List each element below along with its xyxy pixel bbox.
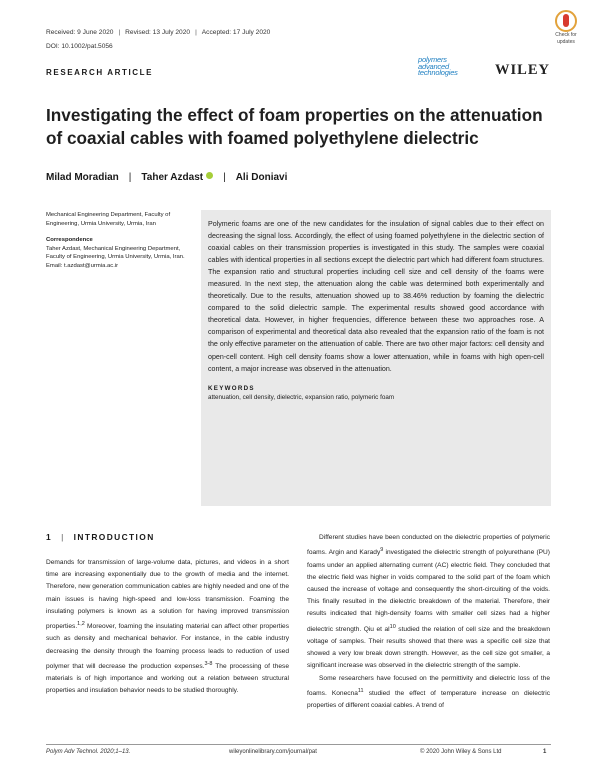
accepted-date: Accepted: 17 July 2020 bbox=[201, 29, 271, 36]
body-column-right bbox=[307, 532, 550, 712]
paragraph-text: Demands for transmission of large-volume data, pictures, and videos in a short time are increasing exponentially due to the growth of media and the internet. Therefore, new generation communication cables are highly needed and one of the main issues is having high-speed and low-loss transmission. Foaming the insulating polymers is known as a solution for having improved transmission properties. bbox=[46, 559, 289, 631]
affiliation-dept: Mechanical Engineering Department, Faculty of Engineering, Urmia University, Urmia, Iran bbox=[46, 212, 171, 227]
journal-logo-line-2: advanced bbox=[418, 61, 449, 71]
author-list: Milad Moradian | Taher Azdast | Ali Doniavi bbox=[46, 172, 288, 183]
keywords-list: attenuation, cell density, dielectric, expansion ratio, polymeric foam bbox=[208, 393, 395, 401]
orcid-icon[interactable] bbox=[206, 172, 213, 179]
citation-ref[interactable]: 10 bbox=[389, 623, 396, 630]
paragraph-text: Some researchers have focused on the permittivity and dielectric loss of the foams. Konecna bbox=[307, 674, 550, 697]
section-title: INTRODUCTION bbox=[73, 532, 155, 542]
footer-citation: Polym Adv Technol. 2020;1–13. bbox=[46, 749, 131, 755]
footer-url[interactable]: wileyonlinelibrary.com/journal/pat bbox=[229, 749, 317, 755]
author-1[interactable]: Milad Moradian bbox=[46, 172, 119, 183]
citation-ref[interactable]: 11 bbox=[357, 687, 364, 694]
article-type: RESEARCH ARTICLE bbox=[46, 68, 154, 77]
abstract-text: Polymeric foams are one of the new candidates for the insulation of signal cables due to their effect on decreasing the signal loss. Accordingly, the effect of using foamed polyethylene in the dielectric section of coaxial cables on their transmission properties is investigated in this study. The samples were coaxial cables with identical properties in all sections except the dielectric part which had different foam structures. The expansion ratio and structural properties including cell size and cell density of the foams were measured. In the next step, the attenuation along the cable was determined both experimentally and theoretically. Due to the results, attenuation showed up to 38.46% reduction by foaming the dielectric compared to the solid dielectric sample. The experimental results showed good accordance with theoretical data. However, in higher frequencies, difference between these two approaches rose. A comparison of experimental and theoretical data also revealed that the expansion ratio of the foam is not the only effective parameter on the attenuation of cable. There are two other major factors: cell density and open-cell content. High cell density foams show a lower attenuation, while in foams with high open-cell content, a major increase was observed in the attenuation. bbox=[208, 220, 544, 373]
author-3[interactable]: Ali Doniavi bbox=[235, 172, 288, 183]
footer-copyright: © 2020 John Wiley & Sons Ltd bbox=[420, 749, 502, 755]
paragraph-text: studied the relation of cell size and the breakdown voltage of samples. Their results showed that there was a specific cell size that showed a very low break down strength. However, as the cell size got smaller, a significant increase was observed in the dielectric strength of the sample. bbox=[307, 625, 550, 670]
paragraph bbox=[307, 532, 550, 673]
paragraph bbox=[46, 557, 289, 698]
footer-divider bbox=[46, 744, 551, 745]
keywords-heading: KEYWORDS bbox=[208, 384, 255, 392]
badge-text-1: Check for bbox=[555, 32, 577, 38]
badge-text-2: updates bbox=[557, 38, 575, 45]
section-heading: 1 | INTRODUCTION bbox=[46, 532, 155, 542]
journal-logo bbox=[418, 57, 486, 77]
journal-logo-line-3: technologies bbox=[418, 68, 458, 78]
paragraph bbox=[307, 673, 550, 713]
abstract-box bbox=[201, 210, 551, 506]
citation-ref[interactable]: 9 bbox=[380, 547, 384, 554]
page-number: 1 bbox=[543, 749, 547, 755]
citation-ref[interactable]: 3-8 bbox=[204, 660, 213, 667]
correspondence-heading: Correspondence bbox=[46, 237, 93, 244]
revised-date: Revised: 13 July 2020 bbox=[125, 29, 191, 36]
bookmark-icon bbox=[555, 10, 577, 32]
paragraph-text: The processing of these materials is of high importance and working out a relation between structural properties and insulation behavior needs to be studied thoroughly. bbox=[46, 663, 289, 695]
check-for-updates-badge[interactable] bbox=[546, 10, 586, 48]
publisher-logo: WILEY bbox=[495, 62, 550, 78]
paragraph-text: Moreover, foaming the insulating material can affect other properties such as density and mechanical behavior. For instance, in the cable industry decreasing the density through the foaming process leads to reduction of used polymer that will decrease the production expenses. bbox=[46, 623, 289, 670]
article-title: Investigating the effect of foam properties on the attenuation of coaxial cables with foamed polyethylene dielectric bbox=[46, 105, 543, 148]
correspondence-address: Taher Azdast, Mechanical Engineering Department, Faculty of Engineering, Urmia University, Urmia, Iran. bbox=[46, 245, 185, 261]
journal-logo-line-1: polymers bbox=[418, 55, 447, 64]
citation-ref[interactable]: 1,2 bbox=[77, 621, 85, 628]
paragraph-text: studied the effect of temperature increase on dielectric properties of different coaxial cables. A trend of bbox=[307, 690, 551, 710]
doi-link[interactable]: DOI: 10.1002/pat.5056 bbox=[46, 43, 113, 50]
body-column-left bbox=[46, 557, 289, 698]
correspondence-email[interactable]: Email: t.azdast@urmia.ac.ir bbox=[46, 262, 119, 269]
history-dates: Received: 9 June 2020 | Revised: 13 July 2020 | Accepted: 17 July 2020 bbox=[46, 29, 271, 36]
author-2[interactable]: Taher Azdast bbox=[141, 172, 204, 183]
section-number: 1 bbox=[46, 532, 53, 542]
paragraph-text: investigated the dielectric strength of polyurethane (PU) foams under an applied alternating current (AC) electric field. They concluded that the electric field was higher in voids compared to the solid part of the foam which caused the increase of voltage and consequently the short-circuiting of the voids. This finally resulted in the dielectric breakdown of the material. Therefore, their results indicated that high-density foams with smaller cell sizes had a higher dielectric strength. Qiu et al bbox=[307, 549, 550, 633]
paragraph-text: Different studies have been conducted on the dielectric properties of polymeric foams. Argin and Karady bbox=[307, 534, 550, 557]
affiliation-block bbox=[46, 211, 194, 271]
received-date: Received: 9 June 2020 bbox=[46, 29, 114, 36]
